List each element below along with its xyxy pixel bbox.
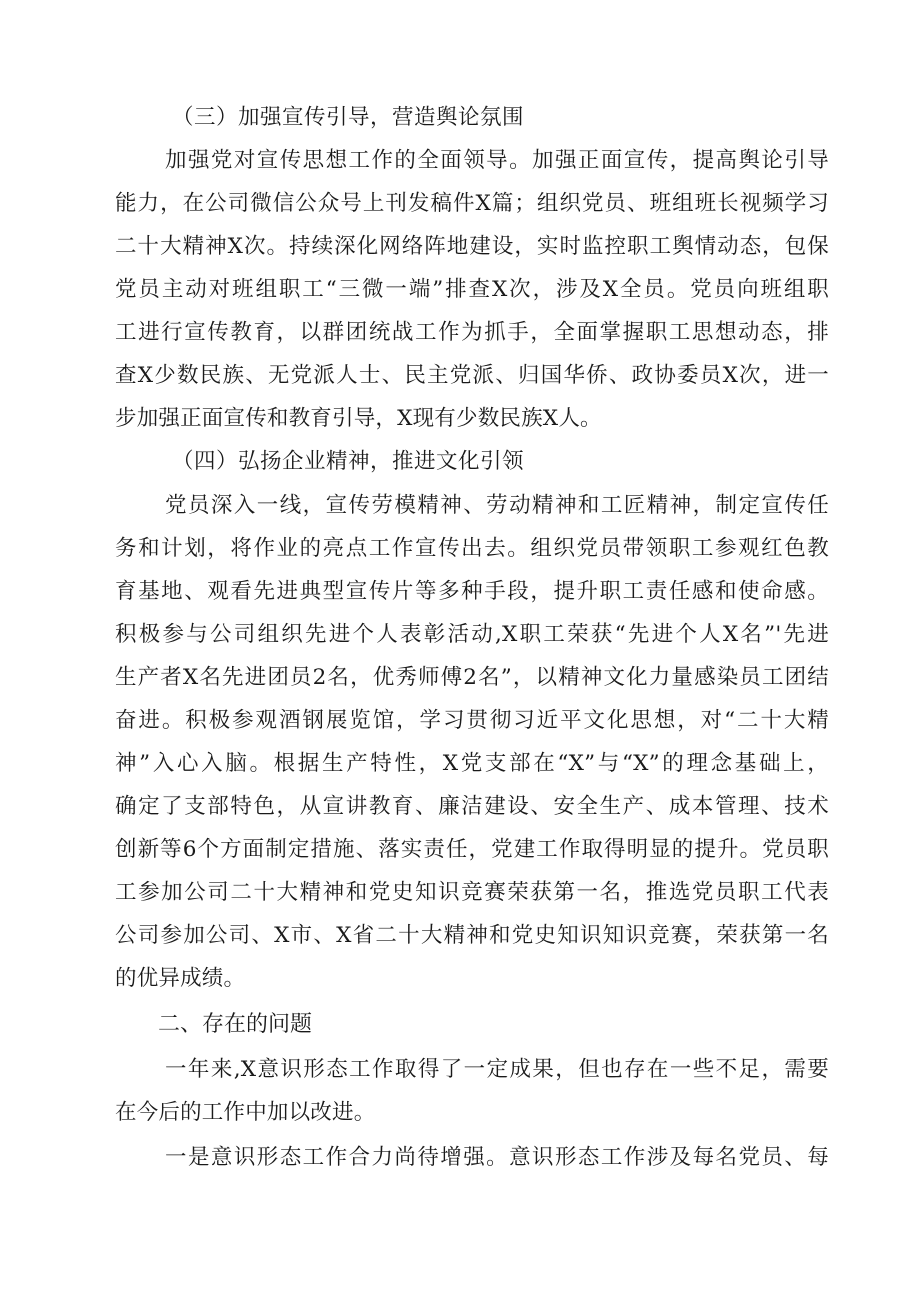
paragraph-line: 生产者X名先进团员2名，优秀师傅2名”，以精神文化力量感染员工团结 xyxy=(115,665,829,690)
paragraph-line: 党员主动对班组职工“三微一端”排查X次，涉及X全员。党员向班组职 xyxy=(115,277,829,302)
paragraph-line: 加强党对宣传思想工作的全面领导。加强正面宣传，提高舆论引导 xyxy=(165,148,829,173)
paragraph-line: 党员深入一线，宣传劳模精神、劳动精神和工匠精神，制定宣传任 xyxy=(165,493,829,518)
section-heading-problems: 二、存在的问题 xyxy=(158,1012,313,1037)
paragraph-line: 确定了支部特色，从宣讲教育、廉洁建设、安全生产、成本管理、技术 xyxy=(115,794,829,819)
paragraph-line: 一是意识形态工作合力尚待增强。意识形态工作涉及每名党员、每 xyxy=(165,1145,829,1170)
paragraph-line: 奋进。积极参观酒钢展览馆，学习贯彻习近平文化思想，对“二十大精 xyxy=(115,708,829,733)
paragraph-line: 工进行宣传教育，以群团统战工作为抓手，全面掌握职工思想动态，排 xyxy=(115,320,829,345)
paragraph-line: 积极参与公司组织先进个人表彰活动,X职工荣获“先进个人X名”'先进 xyxy=(115,622,829,647)
paragraph-line: 创新等6个方面制定措施、落实责任，党建工作取得明显的提升。党员职 xyxy=(115,837,829,862)
paragraph-line: 能力，在公司微信公众号上刊发稿件X篇；组织党员、班组班长视频学习 xyxy=(115,191,829,216)
paragraph-line: 公司参加公司、X市、X省二十大精神和党史知识知识竞赛，荣获第一名 xyxy=(115,923,829,948)
paragraph-line: 步加强正面宣传和教育引导，X现有少数民族X人。 xyxy=(115,406,602,431)
paragraph-line: 二十大精神X次。持续深化网络阵地建设，实时监控职工舆情动态，包保 xyxy=(115,234,829,259)
paragraph-line: 一年来,X意识形态工作取得了一定成果，但也存在一些不足，需要 xyxy=(165,1057,829,1082)
paragraph-line: 的优异成绩。 xyxy=(115,966,246,991)
paragraph-line: 工参加公司二十大精神和党史知识竞赛荣获第一名，推选党员职工代表 xyxy=(115,880,829,905)
paragraph-line: 务和计划，将作业的亮点工作宣传出去。组织党员带领职工参观红色教 xyxy=(115,536,829,561)
paragraph-line: 育基地、观看先进典型宣传片等多种手段，提升职工责任感和使命感。 xyxy=(115,579,829,604)
paragraph-line: 神”入心入脑。根据生产特性，X党支部在“X”与“X”的理念基础上， xyxy=(115,751,829,776)
paragraph-line: 在今后的工作中加以改进。 xyxy=(115,1100,376,1125)
paragraph-line: 查X少数民族、无党派人士、民主党派、归国华侨、政协委员X次，进一 xyxy=(115,363,829,388)
section-heading-3: （三）加强宣传引导，营造舆论氛围 xyxy=(172,105,525,130)
section-heading-4: （四）弘扬企业精神，推进文化引领 xyxy=(172,449,525,474)
